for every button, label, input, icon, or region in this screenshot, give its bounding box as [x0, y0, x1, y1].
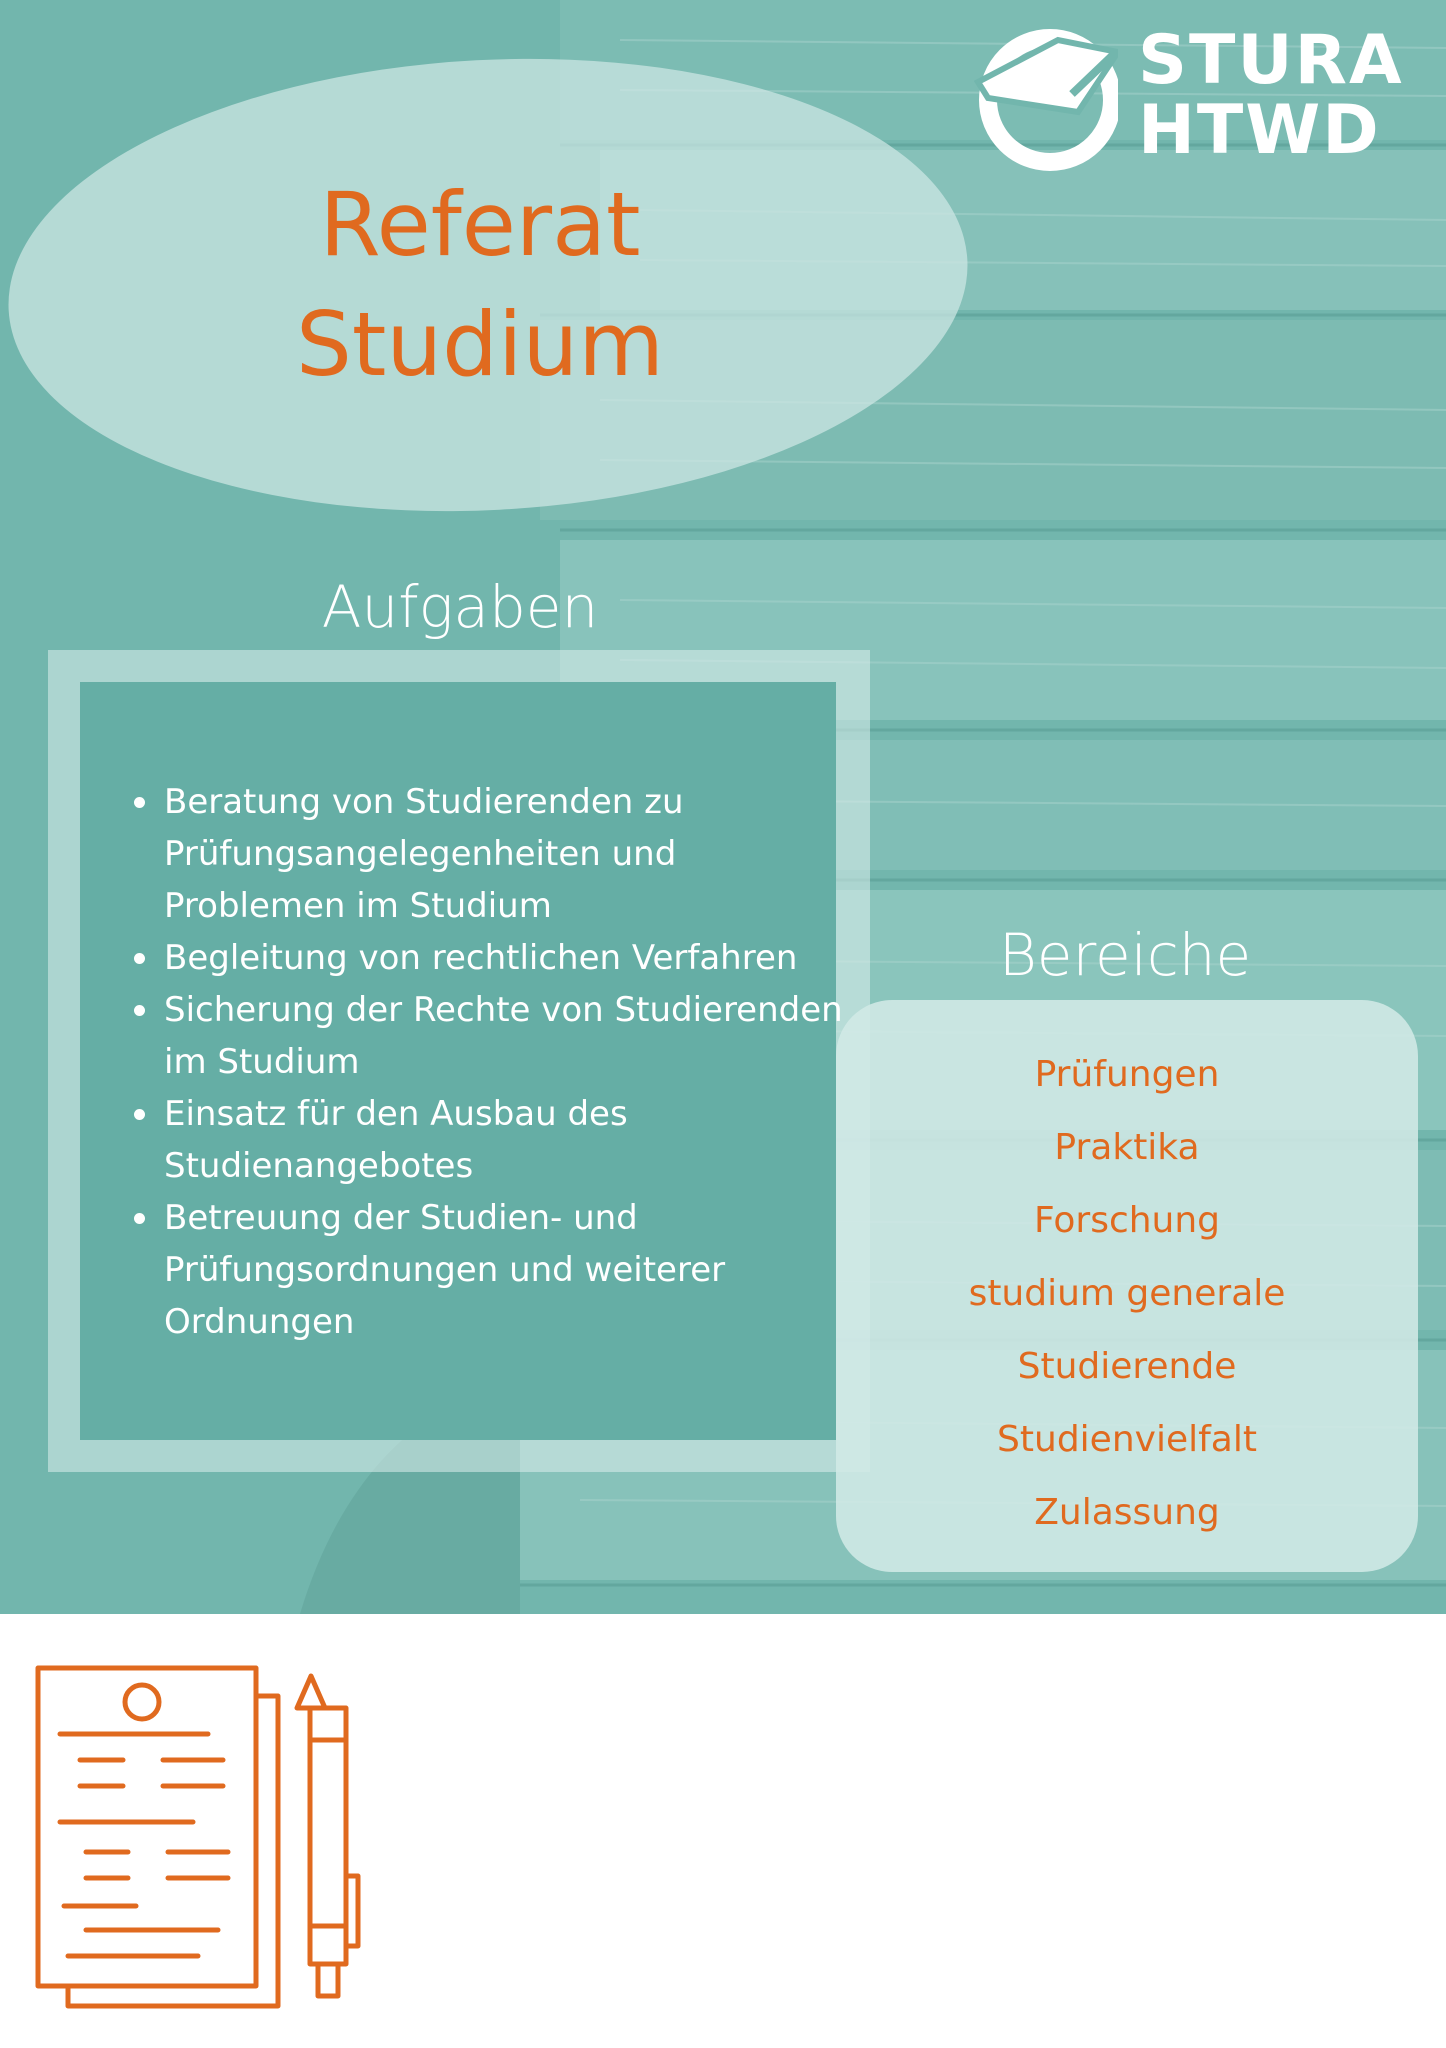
list-item: Beratung von Studierenden zu Prüfungsangelegenheiten und Problemen im Studium — [164, 776, 864, 932]
list-item: Sicherung der Rechte von Studierenden im Studium — [164, 984, 864, 1088]
list-item: Praktika — [1054, 1127, 1200, 1168]
list-item: Studienvielfalt — [997, 1419, 1257, 1460]
title-line-1: Referat — [319, 173, 641, 276]
aufgaben-list — [128, 776, 864, 1348]
list-item: Forschung — [1033, 1200, 1221, 1241]
stura-logo — [968, 22, 1428, 172]
stura-logo-icon — [968, 22, 1118, 172]
logo-line-1: STURA — [1138, 21, 1404, 100]
bereiche-list — [836, 1038, 1418, 1549]
list-item: Studierende — [1017, 1346, 1237, 1387]
list-item: Prüfungen — [1034, 1054, 1220, 1095]
list-item: Einsatz für den Ausbau des Studienangebotes — [164, 1088, 864, 1192]
list-item: Betreuung der Studien- und Prüfungsordnungen und weiterer Ordnungen — [164, 1192, 864, 1348]
logo-line-2: HTWD — [1138, 91, 1381, 170]
list-item: Begleitung von rechtlichen Verfahren — [164, 932, 864, 984]
aufgaben-heading: Aufgaben — [321, 573, 599, 641]
document-pencil-icon — [28, 1656, 388, 2016]
bereiche-heading: Bereiche — [998, 921, 1252, 989]
page-title — [200, 165, 760, 405]
list-item: Zulassung — [1034, 1492, 1220, 1533]
list-item: studium generale — [968, 1273, 1286, 1314]
stura-logo-text — [1138, 21, 1404, 170]
title-line-2: Studium — [296, 293, 664, 396]
